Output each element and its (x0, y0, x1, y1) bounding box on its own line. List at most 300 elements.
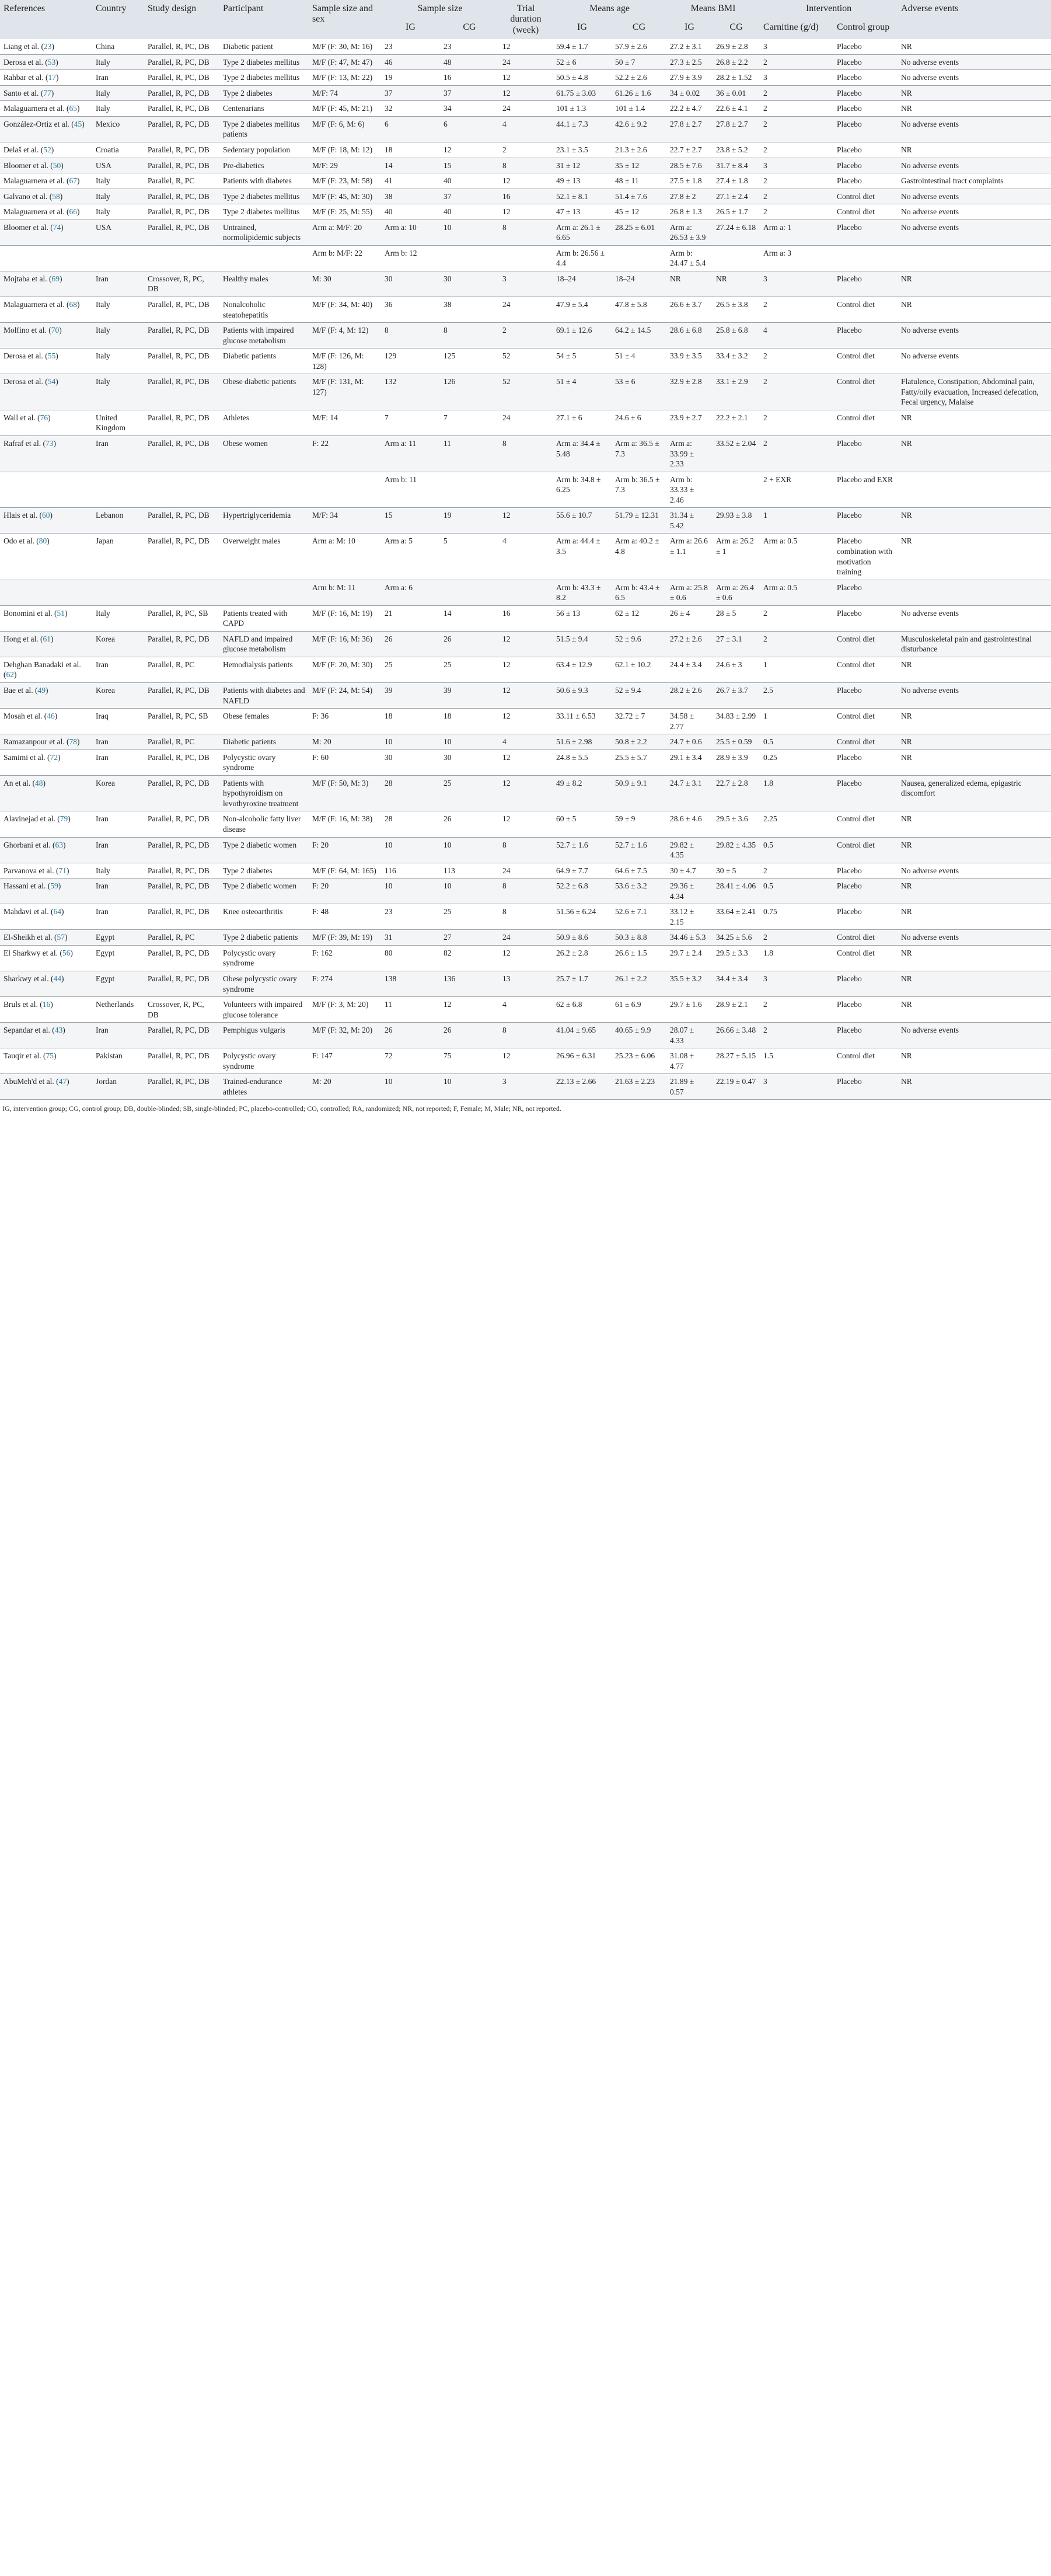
reference-citation-link[interactable]: 50 (53, 161, 61, 170)
cell-age-cg: 64.6 ± 7.5 (612, 863, 666, 879)
cell-country: Iraq (92, 709, 144, 734)
cell-bmi-cg: 34.25 ± 5.6 (713, 930, 760, 946)
cell-bmi-ig: 33.9 ± 3.5 (666, 348, 713, 374)
reference-author: Santo et al. (4, 88, 39, 97)
cell-adverse-events: NR (898, 837, 1051, 863)
cell-bmi-ig: 30 ± 4.7 (666, 863, 713, 879)
cell-age-ig: 52 ± 6 (553, 54, 612, 70)
cell-sample-size-sex: Arm b: M: 11 (309, 580, 381, 605)
cell-adverse-events: NR (898, 997, 1051, 1023)
reference-citation-link[interactable]: 16 (42, 1000, 51, 1009)
cell-bmi-ig: 27.2 ± 2.6 (666, 631, 713, 657)
cell-study-design: Parallel, R, PC, DB (144, 39, 219, 54)
table-row (0, 534, 1051, 580)
reference-citation-link[interactable]: 63 (55, 840, 63, 849)
reference-citation-link[interactable]: 79 (60, 814, 68, 824)
cell-control-group: Placebo (833, 682, 898, 708)
reference-citation-link[interactable]: 72 (50, 752, 58, 762)
cell-carnitine-dose: 2 (760, 410, 833, 435)
cell-sample-size-sex: F: 20 (309, 837, 381, 863)
cell-bmi-cg: Arm a: 26.4 ± 0.6 (713, 580, 760, 605)
cell-study-design: Parallel, R, PC, SB (144, 605, 219, 631)
cell-duration: 24 (499, 101, 553, 117)
cell-control-group: Placebo (833, 142, 898, 158)
header-adverse-events: Adverse events (898, 0, 1051, 39)
header-bmi-cg: CG (713, 21, 760, 39)
cell-sample-size-sex: M/F (F: 30, M: 16) (309, 39, 381, 54)
table-row (0, 271, 1051, 297)
cell-sample-size-sex: M/F (F: 16, M: 36) (309, 631, 381, 657)
table-row (0, 85, 1051, 101)
cell-sample-cg: 25 (440, 657, 499, 682)
cell-study-design: Parallel, R, PC, DB (144, 204, 219, 220)
cell-sample-cg: 30 (440, 271, 499, 297)
cell-country: Italy (92, 85, 144, 101)
cell-control-group: Placebo (833, 750, 898, 775)
table-row (0, 204, 1051, 220)
cell-age-cg (612, 245, 666, 271)
cell-reference: Hassani et al. (59) (0, 879, 92, 904)
cell-sample-ig: 14 (381, 158, 440, 173)
cell-age-cg: 21.63 ± 2.23 (612, 1074, 666, 1100)
cell-study-design (144, 472, 219, 508)
cell-bmi-cg: 34.4 ± 3.4 (713, 971, 760, 997)
cell-participant: Obese females (219, 709, 309, 734)
cell-sample-size-sex: M/F (F: 6, M: 6) (309, 116, 381, 142)
cell-control-group: Placebo (833, 971, 898, 997)
cell-reference: Bonomini et al. (51) (0, 605, 92, 631)
cell-sample-size-sex: M/F (F: 45, M: 30) (309, 189, 381, 204)
cell-sample-ig: 7 (381, 410, 440, 435)
reference-citation-link[interactable]: 55 (47, 351, 56, 361)
cell-participant: Untrained, normolipidemic subjects (219, 219, 309, 245)
cell-adverse-events: No adverse events (898, 323, 1051, 348)
cell-sample-cg: 19 (440, 508, 499, 534)
cell-adverse-events: No adverse events (898, 219, 1051, 245)
reference-citation-link[interactable]: 69 (51, 274, 60, 283)
reference-citation-link[interactable]: 47 (58, 1077, 67, 1086)
table-row (0, 436, 1051, 472)
cell-age-cg: 26.6 ± 1.5 (612, 945, 666, 971)
cell-carnitine-dose: 2 (760, 605, 833, 631)
reference-citation-link[interactable]: 44 (53, 974, 61, 983)
cell-age-ig: Arm a: 26.1 ± 6.65 (553, 219, 612, 245)
cell-study-design: Parallel, R, PC, DB (144, 837, 219, 863)
cell-participant: Diabetic patient (219, 39, 309, 54)
cell-sample-cg: 10 (440, 1074, 499, 1100)
cell-age-cg: 40.65 ± 9.9 (612, 1023, 666, 1048)
cell-age-cg: 18–24 (612, 271, 666, 297)
cell-reference: Bloomer et al. (50) (0, 158, 92, 173)
cell-study-design: Parallel, R, PC, DB (144, 534, 219, 580)
cell-duration: 12 (499, 631, 553, 657)
cell-duration: 3 (499, 271, 553, 297)
cell-sample-cg: 48 (440, 54, 499, 70)
reference-author: Dehghan Banadaki et al. (4, 660, 81, 669)
reference-citation-link[interactable]: 46 (47, 712, 55, 721)
reference-author: Parvanova et al. (4, 866, 54, 875)
table-row (0, 39, 1051, 54)
cell-participant: Type 2 diabetes mellitus patients (219, 116, 309, 142)
cell-age-cg: 59 ± 9 (612, 811, 666, 837)
cell-sample-size-sex: M/F (F: 64, M: 165) (309, 863, 381, 879)
cell-age-cg: 47.8 ± 5.8 (612, 297, 666, 323)
reference-citation-link[interactable]: 56 (62, 948, 71, 957)
header-age-cg: CG (612, 21, 666, 39)
reference-citation-link[interactable]: 70 (51, 326, 60, 335)
cell-participant (219, 580, 309, 605)
cell-adverse-events: NR (898, 750, 1051, 775)
cell-control-group: Placebo (833, 863, 898, 879)
reference-citation-link[interactable]: 73 (45, 439, 54, 448)
cell-study-design: Parallel, R, PC, DB (144, 142, 219, 158)
cell-sample-ig: 138 (381, 971, 440, 997)
cell-control-group: Placebo (833, 1023, 898, 1048)
cell-carnitine-dose: 2 (760, 116, 833, 142)
cell-age-ig: 51.56 ± 6.24 (553, 904, 612, 930)
table-row (0, 1048, 1051, 1074)
cell-sample-size-sex: M/F (F: 16, M: 38) (309, 811, 381, 837)
cell-sample-ig: 30 (381, 271, 440, 297)
cell-adverse-events: NR (898, 142, 1051, 158)
cell-sample-cg: 5 (440, 534, 499, 580)
cell-sample-size-sex: M/F (F: 24, M: 54) (309, 682, 381, 708)
cell-duration: 12 (499, 85, 553, 101)
cell-bmi-ig: Arm a: 25.8 ± 0.6 (666, 580, 713, 605)
cell-sample-size-sex: M/F (F: 20, M: 30) (309, 657, 381, 682)
cell-study-design: Parallel, R, PC, DB (144, 775, 219, 811)
cell-age-cg: 50.8 ± 2.2 (612, 734, 666, 750)
cell-carnitine-dose: Arm a: 0.5 (760, 534, 833, 580)
cell-bmi-ig: 34.46 ± 5.3 (666, 930, 713, 946)
reference-author: Derosa et al. (4, 351, 43, 361)
cell-carnitine-dose: 2 (760, 863, 833, 879)
header-bmi-ig: IG (666, 21, 713, 39)
cell-country: Jordan (92, 1074, 144, 1100)
cell-control-group: Control diet (833, 811, 898, 837)
cell-reference: Mojtaba et al. (69) (0, 271, 92, 297)
cell-sample-size-sex: F: 22 (309, 436, 381, 472)
cell-adverse-events: NR (898, 297, 1051, 323)
header-sample-size-and-sex: Sample size and sex (309, 0, 381, 39)
cell-age-cg: 51.4 ± 7.6 (612, 189, 666, 204)
cell-age-cg: 57.9 ± 2.6 (612, 39, 666, 54)
cell-carnitine-dose: 0.5 (760, 837, 833, 863)
cell-study-design: Parallel, R, PC, DB (144, 750, 219, 775)
cell-sample-size-sex: M/F: 29 (309, 158, 381, 173)
reference-citation-link[interactable]: 74 (53, 222, 61, 232)
cell-reference: Molfino et al. (70) (0, 323, 92, 348)
cell-age-ig: Arm b: 43.3 ± 8.2 (553, 580, 612, 605)
cell-sample-cg: 126 (440, 374, 499, 410)
cell-participant: Volunteers with impaired glucose tolerance (219, 997, 309, 1023)
cell-adverse-events: Gastrointestinal tract complaints (898, 173, 1051, 189)
cell-bmi-ig: Arm a: 33.99 ± 2.33 (666, 436, 713, 472)
cell-carnitine-dose: 2 (760, 142, 833, 158)
cell-bmi-ig: Arm a: 26.53 ± 3.9 (666, 219, 713, 245)
reference-citation-link[interactable]: 64 (53, 907, 61, 916)
cell-age-ig: 62 ± 6.8 (553, 997, 612, 1023)
cell-bmi-cg: 28.27 ± 5.15 (713, 1048, 760, 1074)
cell-country: Italy (92, 204, 144, 220)
cell-sample-ig: 30 (381, 750, 440, 775)
cell-adverse-events: No adverse events (898, 605, 1051, 631)
cell-adverse-events: NR (898, 508, 1051, 534)
cell-carnitine-dose: 2 (760, 173, 833, 189)
cell-adverse-events: No adverse events (898, 863, 1051, 879)
cell-adverse-events: No adverse events (898, 682, 1051, 708)
cell-bmi-cg: 26.5 ± 1.7 (713, 204, 760, 220)
cell-study-design: Parallel, R, PC, DB (144, 189, 219, 204)
cell-sample-size-sex: M/F: 74 (309, 85, 381, 101)
cell-sample-size-sex: M/F (F: 50, M: 3) (309, 775, 381, 811)
cell-sample-size-sex: M/F (F: 47, M: 47) (309, 54, 381, 70)
cell-reference: Sepandar et al. (43) (0, 1023, 92, 1048)
cell-age-cg: 32.72 ± 7 (612, 709, 666, 734)
reference-citation-link[interactable]: 43 (54, 1026, 63, 1035)
cell-carnitine-dose: 1 (760, 508, 833, 534)
cell-sample-size-sex (309, 472, 381, 508)
cell-sample-cg: 10 (440, 879, 499, 904)
cell-age-ig: Arm a: 44.4 ± 3.5 (553, 534, 612, 580)
reference-citation-link[interactable]: 76 (40, 413, 48, 422)
reference-citation-link[interactable]: 57 (57, 933, 65, 942)
cell-duration: 4 (499, 997, 553, 1023)
cell-age-cg: 52 ± 9.4 (612, 682, 666, 708)
cell-bmi-cg: 26.8 ± 2.2 (713, 54, 760, 70)
reference-citation-link[interactable]: 23 (43, 42, 52, 51)
reference-author: Bruls et al. (4, 1000, 38, 1009)
cell-reference: El-Sheikh et al. (57) (0, 930, 92, 946)
cell-age-cg: 21.3 ± 2.6 (612, 142, 666, 158)
cell-age-cg: 24.6 ± 6 (612, 410, 666, 435)
cell-country: Italy (92, 605, 144, 631)
cell-age-cg: 53 ± 6 (612, 374, 666, 410)
cell-sample-ig: 26 (381, 631, 440, 657)
cell-sample-ig: 19 (381, 70, 440, 86)
header-country: Country (92, 0, 144, 39)
cell-age-cg: 52.6 ± 7.1 (612, 904, 666, 930)
cell-study-design: Parallel, R, PC, DB (144, 904, 219, 930)
cell-participant: Obese diabetic patients (219, 374, 309, 410)
table-row (0, 297, 1051, 323)
cell-adverse-events: NR (898, 945, 1051, 971)
cell-adverse-events: Musculoskeletal pain and gastrointestinal disturbance (898, 631, 1051, 657)
cell-bmi-cg: 27.8 ± 2.7 (713, 116, 760, 142)
cell-bmi-ig: 33.12 ± 2.15 (666, 904, 713, 930)
cell-study-design: Parallel, R, PC, DB (144, 1023, 219, 1048)
table-row (0, 472, 1051, 508)
cell-participant: Non-alcoholic fatty liver disease (219, 811, 309, 837)
cell-sample-ig: 32 (381, 101, 440, 117)
cell-duration: 52 (499, 374, 553, 410)
cell-adverse-events: No adverse events (898, 204, 1051, 220)
cell-age-cg: 61.26 ± 1.6 (612, 85, 666, 101)
cell-duration: 3 (499, 1074, 553, 1100)
table-row (0, 101, 1051, 117)
cell-study-design: Parallel, R, PC, DB (144, 297, 219, 323)
table-row (0, 158, 1051, 173)
cell-adverse-events (898, 245, 1051, 271)
table-row (0, 945, 1051, 971)
cell-bmi-ig: 32.9 ± 2.8 (666, 374, 713, 410)
table-row (0, 837, 1051, 863)
cell-reference: Mosah et al. (46) (0, 709, 92, 734)
cell-sample-cg: 136 (440, 971, 499, 997)
cell-reference: Wall et al. (76) (0, 410, 92, 435)
cell-bmi-ig: 21.89 ± 0.57 (666, 1074, 713, 1100)
reference-citation-link[interactable]: 48 (35, 778, 43, 787)
cell-sample-ig: 41 (381, 173, 440, 189)
cell-sample-cg: 10 (440, 734, 499, 750)
cell-duration (499, 245, 553, 271)
table-row (0, 904, 1051, 930)
cell-sample-cg: 34 (440, 101, 499, 117)
cell-duration: 24 (499, 54, 553, 70)
cell-country: Italy (92, 54, 144, 70)
cell-age-ig: 24.8 ± 5.5 (553, 750, 612, 775)
cell-country (92, 580, 144, 605)
cell-carnitine-dose: 3 (760, 1074, 833, 1100)
cell-control-group: Control diet (833, 837, 898, 863)
cell-country: Netherlands (92, 997, 144, 1023)
reference-citation-link[interactable]: 51 (57, 608, 65, 618)
reference-citation-link[interactable]: 52 (43, 145, 51, 154)
cell-bmi-ig: 24.7 ± 0.6 (666, 734, 713, 750)
table-header (0, 0, 1051, 39)
cell-reference: El Sharkwy et al. (56) (0, 945, 92, 971)
cell-sample-ig: 129 (381, 348, 440, 374)
reference-citation-link[interactable]: 67 (69, 176, 77, 186)
cell-carnitine-dose: 2 (760, 631, 833, 657)
reference-citation-link[interactable]: 59 (50, 881, 58, 891)
cell-sample-cg: 37 (440, 189, 499, 204)
cell-sample-size-sex: Arm b: M/F: 22 (309, 245, 381, 271)
cell-sample-cg: 37 (440, 85, 499, 101)
reference-citation-link[interactable]: 58 (52, 191, 60, 201)
cell-bmi-ig: 28.5 ± 7.6 (666, 158, 713, 173)
header-trial-duration: Trial duration (week) (499, 0, 553, 39)
cell-carnitine-dose: 2 (760, 54, 833, 70)
cell-control-group: Control diet (833, 189, 898, 204)
cell-carnitine-dose: 0.75 (760, 904, 833, 930)
cell-adverse-events: No adverse events (898, 930, 1051, 946)
reference-citation-link[interactable]: 71 (58, 866, 67, 875)
cell-study-design: Parallel, R, PC, DB (144, 811, 219, 837)
reference-citation-link[interactable]: 17 (48, 73, 56, 82)
cell-adverse-events: NR (898, 709, 1051, 734)
cell-carnitine-dose: 3 (760, 158, 833, 173)
cell-age-ig: 47.9 ± 5.4 (553, 297, 612, 323)
cell-reference: Hong et al. (61) (0, 631, 92, 657)
cell-reference: AbuMeh'd et al. (47) (0, 1074, 92, 1100)
cell-carnitine-dose: Arm a: 1 (760, 219, 833, 245)
cell-study-design: Parallel, R, PC, DB (144, 682, 219, 708)
cell-participant: Hypertriglyceridemia (219, 508, 309, 534)
cell-bmi-cg: 26.7 ± 3.7 (713, 682, 760, 708)
cell-study-design: Parallel, R, PC, DB (144, 323, 219, 348)
cell-age-ig: 63.4 ± 12.9 (553, 657, 612, 682)
table-row (0, 709, 1051, 734)
reference-citation-link[interactable]: 68 (69, 300, 77, 309)
cell-duration: 24 (499, 297, 553, 323)
cell-country: Italy (92, 173, 144, 189)
cell-bmi-cg: Arm a: 26.2 ± 1 (713, 534, 760, 580)
cell-bmi-cg: 29.5 ± 3.3 (713, 945, 760, 971)
header-control-group: Control group (833, 21, 898, 39)
cell-reference: Galvano et al. (58) (0, 189, 92, 204)
cell-country: United Kingdom (92, 410, 144, 435)
cell-bmi-cg: 31.7 ± 8.4 (713, 158, 760, 173)
cell-carnitine-dose: Arm a: 0.5 (760, 580, 833, 605)
reference-citation-link[interactable]: 62 (6, 670, 14, 679)
table-row (0, 997, 1051, 1023)
cell-bmi-cg: 33.1 ± 2.9 (713, 374, 760, 410)
reference-citation-link[interactable]: 75 (46, 1051, 54, 1061)
reference-author: Samimi et al. (4, 752, 46, 762)
cell-control-group: Placebo (833, 879, 898, 904)
cell-bmi-ig: 26.8 ± 1.3 (666, 204, 713, 220)
cell-adverse-events: NR (898, 436, 1051, 472)
cell-duration: 8 (499, 158, 553, 173)
cell-sample-cg: 12 (440, 142, 499, 158)
cell-age-ig: 51 ± 4 (553, 374, 612, 410)
cell-adverse-events: No adverse events (898, 116, 1051, 142)
reference-citation-link[interactable]: 78 (69, 737, 77, 747)
cell-sample-ig: 18 (381, 142, 440, 158)
cell-carnitine-dose: 0.5 (760, 879, 833, 904)
reference-citation-link[interactable]: 80 (39, 536, 47, 546)
reference-citation-link[interactable]: 53 (47, 57, 56, 67)
cell-carnitine-dose: 2 (760, 1023, 833, 1048)
cell-adverse-events: NR (898, 1074, 1051, 1100)
reference-citation-link[interactable]: 61 (43, 634, 51, 643)
cell-age-ig: 26.96 ± 6.31 (553, 1048, 612, 1074)
cell-duration: 12 (499, 775, 553, 811)
cell-country: USA (92, 219, 144, 245)
table-row (0, 348, 1051, 374)
reference-citation-link[interactable]: 77 (43, 88, 51, 97)
cell-carnitine-dose: 2 (760, 930, 833, 946)
reference-citation-link[interactable]: 60 (41, 511, 50, 520)
cell-control-group: Control diet (833, 410, 898, 435)
table-row (0, 70, 1051, 86)
reference-citation-link[interactable]: 65 (69, 104, 77, 113)
cell-sample-ig: 28 (381, 811, 440, 837)
cell-carnitine-dose: 2 (760, 189, 833, 204)
cell-age-ig: 52.2 ± 6.8 (553, 879, 612, 904)
cell-study-design: Parallel, R, PC (144, 930, 219, 946)
reference-citation-link[interactable]: 49 (37, 685, 46, 695)
table-row (0, 173, 1051, 189)
cell-reference: Tauqir et al. (75) (0, 1048, 92, 1074)
cell-participant: Patients with diabetes and NAFLD (219, 682, 309, 708)
cell-sample-size-sex: M/F (F: 39, M: 19) (309, 930, 381, 946)
cell-participant: Type 2 diabetes (219, 85, 309, 101)
reference-citation-link[interactable]: 54 (47, 377, 56, 386)
reference-author: El-Sheikh et al. (4, 933, 53, 942)
cell-age-cg: 50 ± 7 (612, 54, 666, 70)
reference-citation-link[interactable]: 66 (69, 207, 77, 217)
cell-duration: 8 (499, 904, 553, 930)
cell-sample-size-sex: M/F (F: 126, M: 128) (309, 348, 381, 374)
reference-citation-link[interactable]: 45 (74, 119, 82, 128)
cell-age-ig: 23.1 ± 3.5 (553, 142, 612, 158)
cell-sample-ig: 132 (381, 374, 440, 410)
cell-sample-ig: 10 (381, 1074, 440, 1100)
cell-bmi-cg: 26.66 ± 3.48 (713, 1023, 760, 1048)
cell-country: Italy (92, 863, 144, 879)
